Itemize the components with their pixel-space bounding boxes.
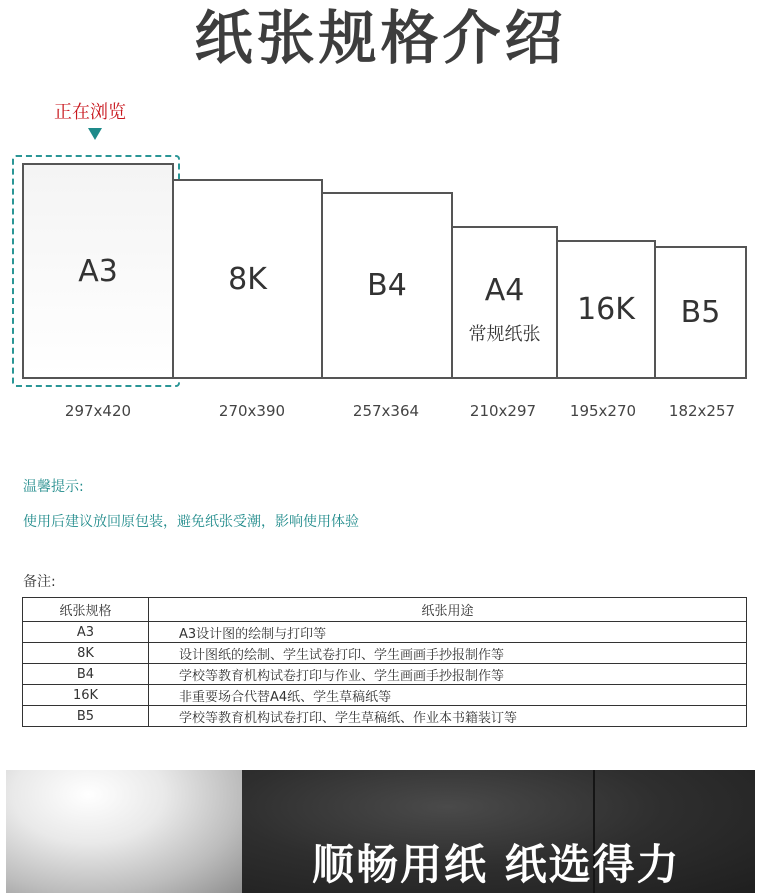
paper-size-name: A4 <box>484 273 525 308</box>
table-header: 纸张规格 <box>23 598 149 622</box>
paper-b4[interactable] <box>321 192 453 379</box>
paper-size-name: 8K <box>228 261 267 297</box>
paper-b5[interactable] <box>654 246 747 379</box>
paper-dims: 270x390 <box>218 402 286 420</box>
table-cell: 学校等教育机构试卷打印、学生草稿纸、作业本书籍装订等 <box>149 706 747 727</box>
table-cell: 16K <box>23 685 149 706</box>
tip-text: 使用后建议放回原包装，避免纸张受潮，影响使用体验 <box>23 514 359 530</box>
table-header: 纸张用途 <box>149 598 747 622</box>
table-header-row <box>23 598 747 622</box>
paper-size-name: B5 <box>680 295 721 330</box>
banner-slogan: 顺畅用纸 纸选得力 <box>312 840 681 889</box>
table-cell: 非重要场合代替A4纸、学生草稿纸等 <box>149 685 747 706</box>
table-row <box>23 664 747 685</box>
paper-dims: 195x270 <box>569 402 637 420</box>
table-row <box>23 706 747 727</box>
paper-dims: 257x364 <box>352 402 420 420</box>
paper-a3[interactable] <box>22 163 174 379</box>
table-cell: 学校等教育机构试卷打印与作业、学生画画手抄报制作等 <box>149 664 747 685</box>
promo-banner <box>6 770 755 893</box>
spec-table <box>22 597 747 727</box>
table-cell: A3设计图的绘制与打印等 <box>149 622 747 643</box>
notes-title: 备注: <box>23 574 56 590</box>
paper-size-name: B4 <box>367 268 407 303</box>
table-row <box>23 685 747 706</box>
table-cell: A3 <box>23 622 149 643</box>
paper-dims: 182x257 <box>668 402 736 420</box>
table-cell: B5 <box>23 706 149 727</box>
paper-8k[interactable] <box>172 179 323 379</box>
tip-title: 温馨提示: <box>23 479 84 495</box>
table-row <box>23 643 747 664</box>
table-cell: 8K <box>23 643 149 664</box>
triangle-down-icon <box>88 128 102 140</box>
paper-16k[interactable] <box>556 240 656 379</box>
table-cell: B4 <box>23 664 149 685</box>
paper-size-note: 常规纸张 <box>468 324 541 345</box>
paper-dims: 210x297 <box>469 402 537 420</box>
browsing-label: 正在浏览 <box>54 102 126 123</box>
table-row <box>23 622 747 643</box>
paper-dims: 297x420 <box>64 402 132 420</box>
page-title: 纸张规格介绍 <box>194 4 567 72</box>
table-cell: 设计图纸的绘制、学生试卷打印、学生画画手抄报制作等 <box>149 643 747 664</box>
paper-a4[interactable] <box>451 226 558 379</box>
paper-size-name: 16K <box>577 292 635 327</box>
paper-size-name: A3 <box>78 253 118 289</box>
banner-texture-light <box>6 770 242 893</box>
